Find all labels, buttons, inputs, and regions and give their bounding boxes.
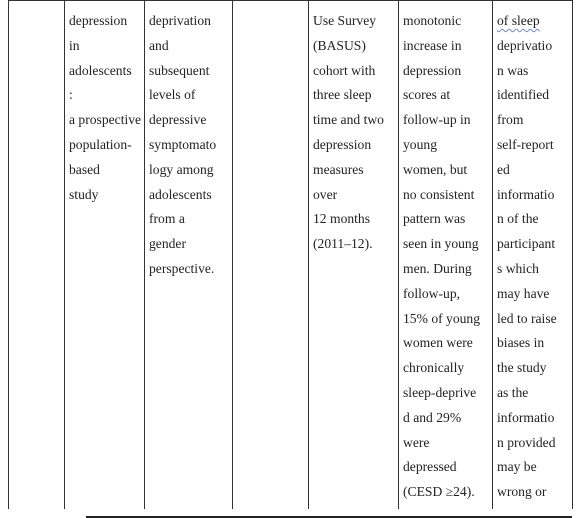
cell-line: depression <box>403 62 462 78</box>
cell-line: from a <box>149 211 185 227</box>
cell-line: wrong or <box>497 484 547 500</box>
cell-line: may be <box>497 459 537 475</box>
cell-line: of sleep <box>497 13 540 28</box>
table-cell-col4 <box>233 1 309 518</box>
cell-line: (2011–12). <box>313 236 373 252</box>
cell-line: : <box>69 87 73 103</box>
cell-line: n provided <box>497 434 556 450</box>
cell-line: over <box>313 186 338 202</box>
cell-line: from <box>497 112 524 128</box>
cell-line: 12 months <box>313 211 371 227</box>
cell-line: three sleep <box>313 87 372 103</box>
cell-line: and <box>149 37 169 53</box>
table-cell-col1 <box>9 1 65 518</box>
cell-line: time and two <box>313 112 384 128</box>
cell-line: self-report <box>497 136 554 152</box>
cell-line: d and 29% <box>403 409 462 425</box>
cell-line: seen in young <box>403 236 479 252</box>
cell-line: follow-up in <box>403 112 471 128</box>
table-cell-col5 <box>309 1 399 518</box>
cell-line: pattern was <box>403 211 466 227</box>
cell-line: cohort with <box>313 62 376 78</box>
cell-line: identified <box>497 87 550 103</box>
cell-line: subsequent <box>149 62 210 78</box>
cell-line: logy among <box>149 161 214 177</box>
cell-line: scores at <box>403 87 451 103</box>
cell-line: participant <box>497 236 556 252</box>
cell-line: deprivation <box>149 13 211 28</box>
cell-line: gender <box>149 236 186 252</box>
cell-line: depression <box>313 136 372 152</box>
cell-line: young <box>403 136 437 152</box>
cell-line: sleep-deprive <box>403 384 477 400</box>
cell-line: in <box>69 37 80 53</box>
cell-line: symptomato <box>149 136 217 152</box>
table-cell-col7 <box>493 1 573 518</box>
cell-line: no consistent <box>403 186 475 202</box>
table-cell-col6 <box>399 1 493 518</box>
cell-line: the study <box>497 360 547 376</box>
cell-line: population- <box>69 136 132 152</box>
cell-line: perspective. <box>149 260 215 276</box>
cell-line: 15% of young <box>403 310 481 326</box>
cell-line: deprivatio <box>497 37 553 53</box>
cell-line: adolescents <box>69 62 132 78</box>
cell-line: study <box>69 186 99 202</box>
cell-line: as the <box>497 384 529 400</box>
cell-line: ed <box>497 161 510 177</box>
cell-line: n was <box>497 62 529 78</box>
cell-line: increase in <box>403 37 462 53</box>
cell-line: Use Survey <box>313 13 377 28</box>
cell-line: (BASUS) <box>313 37 366 53</box>
cell-line: were <box>403 434 430 450</box>
cell-line: monotonic <box>403 13 462 28</box>
table-cell-col3 <box>145 1 233 518</box>
cell-line: informatio <box>497 409 555 425</box>
cell-line: depression <box>69 13 128 28</box>
cell-line: measures <box>313 161 364 177</box>
cell-line: depressive <box>149 112 207 128</box>
cell-line: depressed <box>403 459 457 475</box>
cell-line: s which <box>497 260 539 276</box>
table-row <box>9 1 573 518</box>
cell-line: men. During <box>403 260 472 276</box>
study-table <box>8 0 573 518</box>
table-cell-col2 <box>65 1 145 518</box>
cell-line: n of the <box>497 211 539 227</box>
cell-line: chronically <box>403 360 465 376</box>
cell-line: (CESD ≥24). <box>403 484 475 500</box>
cell-line: adolescents <box>149 186 212 202</box>
cell-line: informatio <box>497 186 555 202</box>
cell-line: follow-up, <box>403 285 461 301</box>
cell-line: women, but <box>403 161 468 177</box>
cell-line: a prospective <box>69 112 142 128</box>
cell-line: levels of <box>149 87 196 103</box>
cell-line: may have <box>497 285 550 301</box>
cell-line: biases in <box>497 335 545 351</box>
cell-line: led to raise <box>497 310 557 326</box>
cell-line: women were <box>403 335 473 351</box>
cell-line: based <box>69 161 100 177</box>
